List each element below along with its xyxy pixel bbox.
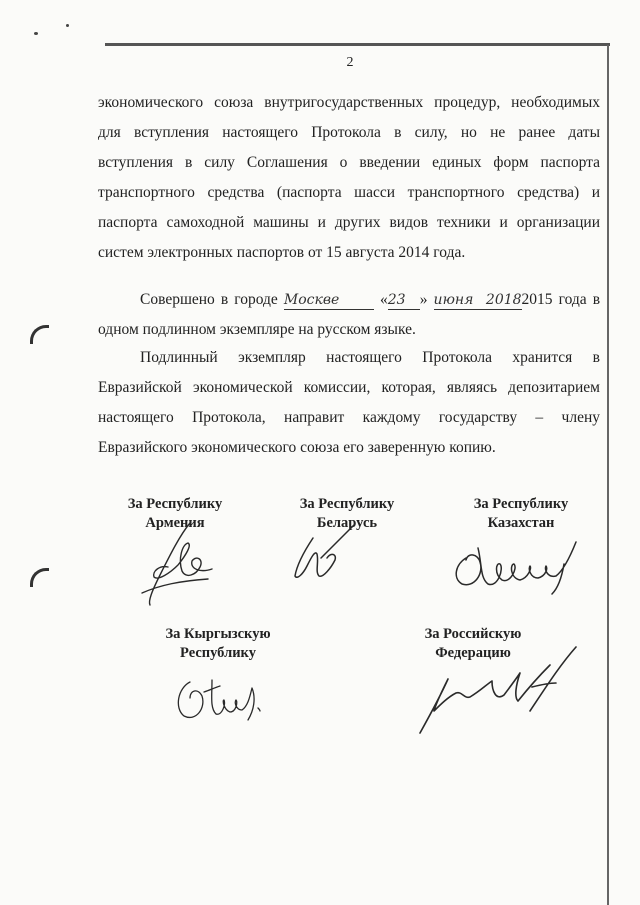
scan-speck: [34, 32, 38, 35]
page-number: 2: [346, 55, 354, 70]
signatory-label-line1: За Республику: [473, 496, 569, 512]
paragraph-depositary: [98, 343, 600, 463]
text-line: для вступления настоящего Протокола в силу, но не ранее даты: [98, 124, 600, 141]
signature-russia: [400, 645, 580, 740]
signature-kazakhstan: [448, 528, 583, 598]
signing-prefix: Совершено в городе: [140, 291, 278, 308]
signing-line: [98, 285, 600, 315]
handwritten-day: 23: [388, 291, 420, 310]
signatory-label-line2: Армения: [145, 515, 205, 531]
text-line: экономического союза внутригосударственных процедур, необходимых: [98, 94, 600, 111]
scan-speck: [66, 24, 69, 27]
signature-kyrgyzstan: [170, 668, 270, 728]
signing-year: 2015 года в: [521, 291, 601, 308]
quote-close: »: [419, 291, 428, 308]
signatory-label-line2: Республику: [180, 645, 256, 661]
signatory-label-line2: Беларусь: [316, 515, 378, 531]
punch-hole-top: [30, 325, 49, 344]
punch-hole-bottom: [30, 568, 49, 587]
text-line: транспортного средства (паспорта шасси транспортного средства) и: [98, 184, 600, 201]
handwritten-city: Москве: [284, 291, 374, 310]
text-line: настоящего Протокола, направит каждому государству – члену: [98, 409, 600, 426]
signing-line-2: одном подлинном экземпляре на русском языке.: [98, 321, 416, 338]
handwritten-month: июня 2018: [433, 292, 522, 308]
quote-open: «: [379, 291, 388, 308]
text-line: Подлинный экземпляр настоящего Протокола хранится в: [140, 349, 600, 366]
top-border-line: [105, 43, 610, 46]
text-line: паспорта самоходной машины и других видов техники и организации: [98, 214, 600, 231]
signatory-kyrgyzstan: [138, 625, 298, 663]
signature-armenia: [130, 515, 230, 615]
signatory-label-line1: За Российскую: [424, 626, 522, 642]
signatory-label-line2: Федерацию: [435, 645, 511, 661]
right-border-line: [607, 45, 609, 905]
signatory-label-line1: За Республику: [127, 496, 223, 512]
paragraph-conditions: [98, 88, 600, 268]
text-line: систем электронных паспортов от 15 августа 2014 года.: [98, 244, 466, 261]
signatory-label-line1: За Республику: [299, 496, 395, 512]
text-line: Евразийского экономического союза его заверенную копию.: [98, 439, 496, 456]
text-line: Евразийской экономической комиссии, которая, являясь депозитарием: [98, 379, 600, 396]
signatory-label-line2: Казахстан: [487, 515, 555, 531]
signatory-label-line1: За Кыргызскую: [165, 626, 271, 642]
text-line: вступления в силу Соглашения о введении единых форм паспорта: [98, 154, 600, 171]
paragraph-signing-place: [98, 285, 600, 345]
signature-belarus: [285, 520, 365, 590]
